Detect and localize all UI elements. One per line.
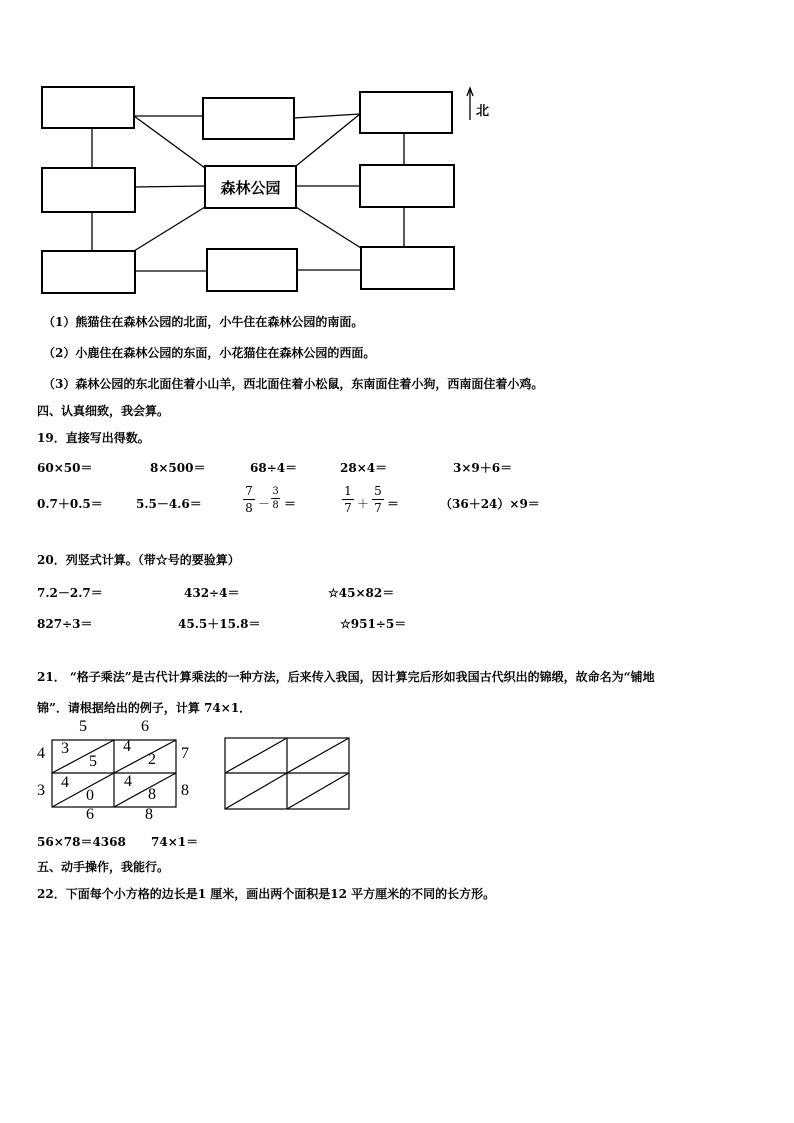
q19-item: 28×4＝ bbox=[340, 461, 388, 475]
operator: － bbox=[258, 497, 271, 511]
q20-item: 432÷4＝ bbox=[184, 586, 240, 600]
numerator: 5 bbox=[374, 484, 382, 498]
lattice-cell-digit: 4 bbox=[123, 738, 131, 755]
section5-heading: 五、动手操作，我能行。 bbox=[37, 860, 170, 874]
q19-item: 68÷4＝ bbox=[250, 461, 298, 475]
lattice-task: 74×1＝ bbox=[151, 835, 199, 849]
lattice-top-digit: 6 bbox=[141, 718, 149, 735]
lattice-cell-digit: 8 bbox=[148, 786, 156, 803]
clue-2: （2）小鹿住在森林公园的东面，小花猫住在森林公园的西面。 bbox=[43, 346, 376, 360]
center-label: 森林公园 bbox=[220, 178, 281, 197]
equals: ＝ bbox=[387, 497, 400, 511]
operator: ＋ bbox=[357, 497, 370, 511]
q20-item: 45.5＋15.8＝ bbox=[178, 617, 261, 631]
numerator: 7 bbox=[245, 484, 253, 498]
q22-text: 22．下面每个小方格的边长是1 厘米，画出两个面积是12 平方厘米的不同的长方形。 bbox=[37, 887, 496, 901]
section4-heading: 四、认真细致，我会算。 bbox=[37, 404, 170, 418]
lattice-cell-digit: 5 bbox=[89, 753, 97, 770]
lattice-cell-digit: 2 bbox=[148, 751, 156, 768]
q20-item: ☆951÷5＝ bbox=[340, 617, 407, 631]
lattice-left-digit: 4 bbox=[37, 745, 45, 762]
lattice-cell-digit: 4 bbox=[124, 773, 132, 790]
box-northwest bbox=[41, 86, 135, 129]
box-southeast bbox=[360, 246, 455, 290]
clue-3: （3）森林公园的东北面住着小山羊，西北面住着小松鼠，东南面住着小狗，西南面住着小鸡。 bbox=[43, 377, 544, 391]
box-southwest bbox=[41, 250, 136, 294]
denominator: 7 bbox=[344, 501, 352, 515]
denominator: 8 bbox=[272, 500, 279, 511]
lattice-bottom-digit: 8 bbox=[145, 806, 153, 823]
denominator: 7 bbox=[374, 501, 382, 515]
lattice-top-digit: 5 bbox=[79, 718, 87, 735]
q19-item: 5.5－4.6＝ bbox=[136, 497, 202, 511]
q20-title: 20．列竖式计算。（带☆号的要验算） bbox=[37, 553, 240, 567]
q21-text-line2: 锦”．请根据给出的例子，计算 74×1． bbox=[37, 701, 252, 715]
box-west bbox=[41, 167, 136, 213]
lattice-bottom-digit: 6 bbox=[86, 806, 94, 823]
fraction bbox=[243, 484, 255, 515]
fraction bbox=[271, 486, 280, 511]
q19-item: 60×50＝ bbox=[37, 461, 93, 475]
q19-item: 0.7＋0.5＝ bbox=[37, 497, 103, 511]
box-east bbox=[359, 164, 455, 208]
box-northeast bbox=[359, 91, 453, 134]
lattice-blank-grid bbox=[225, 738, 349, 809]
q20-item: 7.2－2.7＝ bbox=[37, 586, 103, 600]
center-box bbox=[204, 165, 297, 209]
north-label: 北 bbox=[476, 104, 490, 119]
q19-item: 8×500＝ bbox=[150, 461, 206, 475]
q20-item: 827÷3＝ bbox=[37, 617, 93, 631]
clue-1: （1）熊猫住在森林公园的北面，小牛住在森林公园的南面。 bbox=[43, 315, 364, 329]
q19-item: 3×9＋6＝ bbox=[453, 461, 513, 475]
q19-title: 19．直接写出得数。 bbox=[37, 431, 150, 445]
lattice-right-digit: 8 bbox=[181, 782, 189, 799]
equals: ＝ bbox=[284, 497, 297, 511]
q20-item: ☆45×82＝ bbox=[328, 586, 395, 600]
fraction bbox=[342, 484, 354, 515]
denominator: 8 bbox=[245, 501, 253, 515]
box-north bbox=[202, 97, 295, 140]
lattice-right-digit: 7 bbox=[181, 745, 189, 762]
numerator: 3 bbox=[272, 486, 279, 497]
lattice-cell-digit: 0 bbox=[86, 787, 94, 804]
lattice-cell-digit: 4 bbox=[61, 774, 69, 791]
lattice-left-digit: 3 bbox=[37, 782, 45, 799]
fraction bbox=[372, 484, 384, 515]
box-south bbox=[206, 248, 298, 292]
lattice-cell-digit: 3 bbox=[61, 740, 69, 757]
lattice-example-result: 56×78＝4368 bbox=[37, 835, 126, 849]
q19-item: （36＋24）×9＝ bbox=[440, 497, 540, 511]
numerator: 1 bbox=[344, 484, 352, 498]
q21-text-line1: 21． “格子乘法”是古代计算乘法的一种方法，后来传入我国，因计算完后形如我国古代织出的锦缎，故命名为“铺地 bbox=[37, 670, 655, 684]
